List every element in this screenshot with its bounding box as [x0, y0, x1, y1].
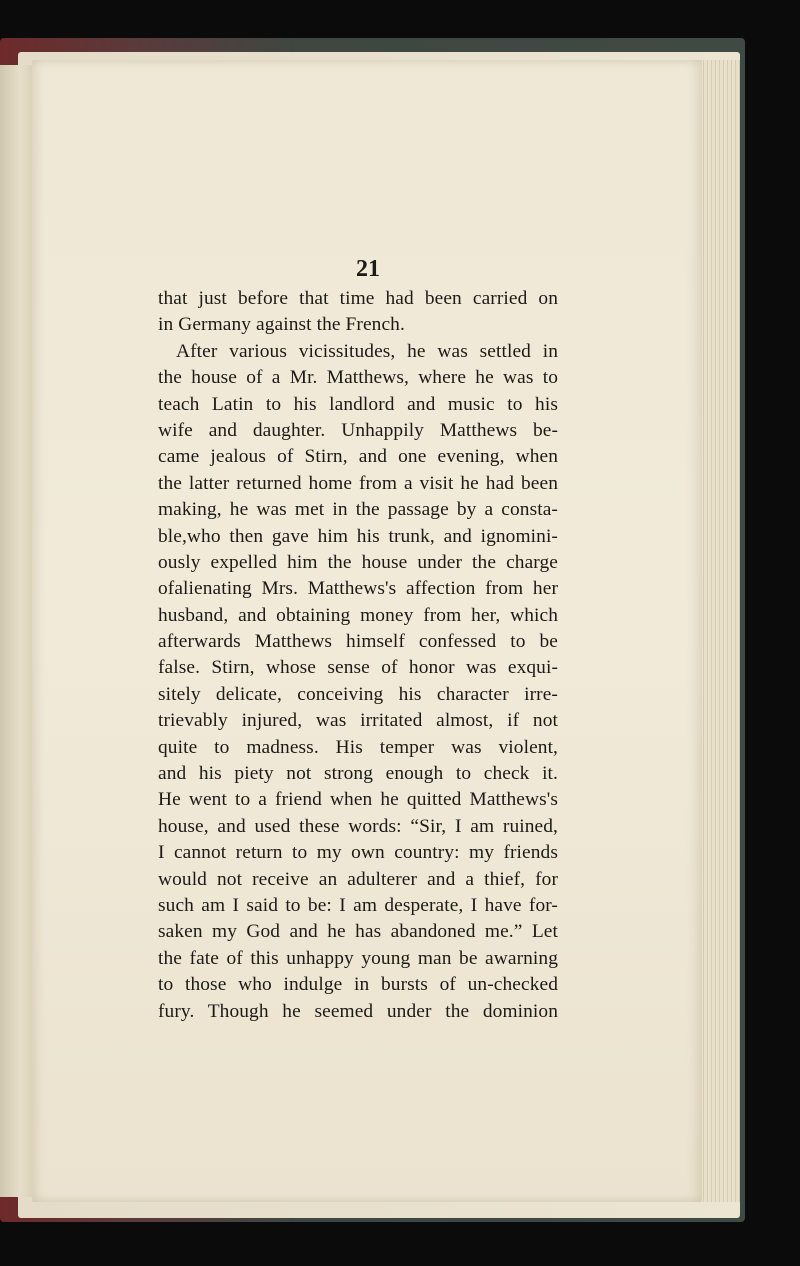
- text-line: husband, and obtaining money from her, which: [158, 604, 558, 626]
- text-line: such am I said to be: I am desperate, I have for-: [158, 894, 558, 916]
- text-line: fury. Though he seemed under the dominion: [158, 1000, 558, 1022]
- text-line: the fate of this unhappy young man be awarning: [158, 947, 558, 969]
- text-line: making, he was met in the passage by a consta-: [158, 499, 558, 521]
- text-line: house, and used these words: “Sir, I am ruined,: [158, 815, 558, 837]
- text-line: He went to a friend when he quitted Matthews's: [158, 789, 558, 811]
- text-line: ble,who then gave him his trunk, and ignomini-: [158, 525, 558, 547]
- text-line: false. Stirn, whose sense of honor was exqui-: [158, 657, 558, 679]
- text-line: After various vicissitudes, he was settled in: [176, 340, 558, 362]
- text-line: the latter returned home from a visit he had been: [158, 472, 558, 494]
- page-number: 21: [356, 256, 380, 282]
- text-line: afterwards Matthews himself confessed to be: [158, 631, 558, 653]
- text-line: ofalienating Mrs. Matthews's affection from her: [158, 578, 558, 600]
- text-line: to those who indulge in bursts of un-checked: [158, 974, 558, 996]
- left-page-edge: [0, 65, 35, 1197]
- text-line: wife and daughter. Unhappily Matthews be-: [158, 419, 558, 441]
- text-line: sitely delicate, conceiving his character irre-: [158, 683, 558, 705]
- text-line: that just before that time had been carried on: [158, 288, 558, 309]
- page-edges: [700, 60, 740, 1202]
- text-line: I cannot return to my own country: my friends: [158, 842, 558, 864]
- page-text: [158, 252, 558, 1025]
- text-line: would not receive an adulterer and a thief, for: [158, 868, 558, 890]
- text-line: in Germany against the French.: [158, 314, 405, 336]
- text-line: trievably injured, was irritated almost, if not: [158, 710, 558, 732]
- text-line: saken my God and he has abandoned me.” Let: [158, 921, 558, 943]
- text-line: came jealous of Stirn, and one evening, when: [158, 446, 558, 468]
- text-line: teach Latin to his landlord and music to his: [158, 393, 558, 415]
- text-line: the house of a Mr. Matthews, where he was to: [158, 367, 558, 389]
- text-line: ously expelled him the house under the charge: [158, 551, 558, 573]
- text-line: quite to madness. His temper was violent,: [158, 736, 558, 758]
- text-line: and his piety not strong enough to check it.: [158, 763, 558, 785]
